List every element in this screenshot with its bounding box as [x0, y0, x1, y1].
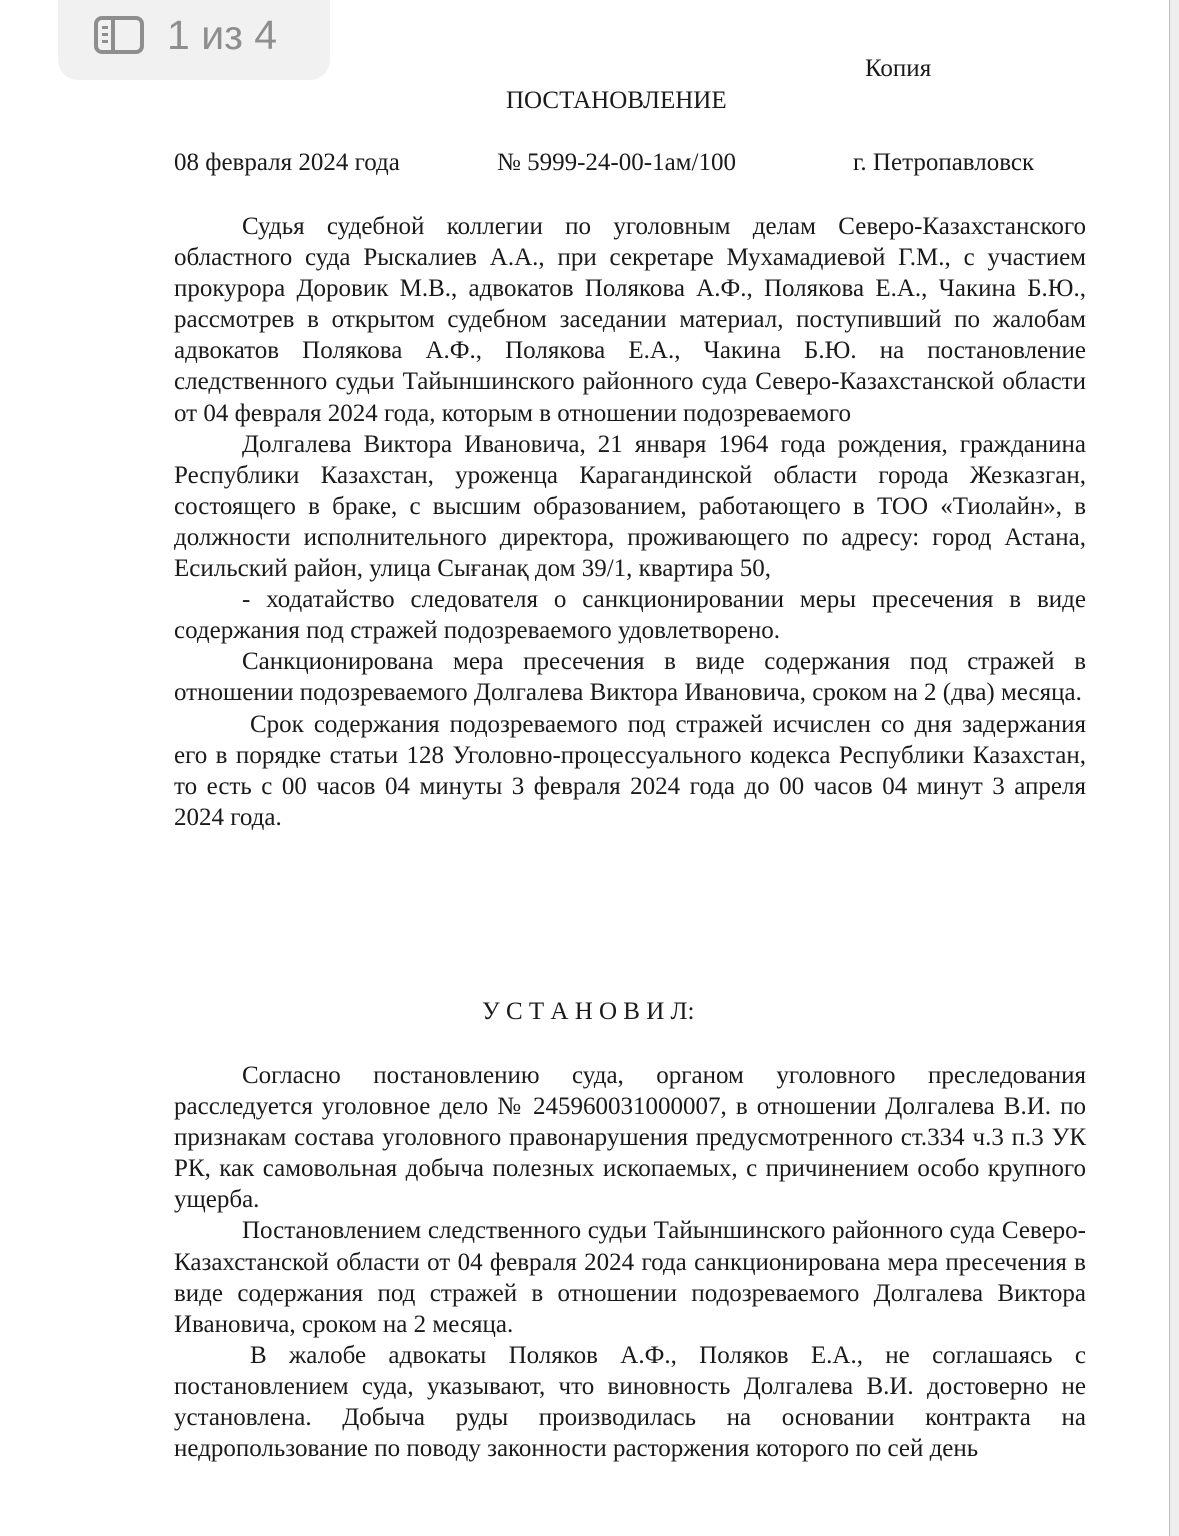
term-paragraph: Срок содержания подозреваемого под стражей исчислен со дня задержания его в порядке статьи 128 Уголовно-процессуального кодекса Республики Казахстан, то есть с 00 часов 04 минуты 3 февраля 2024 года до 00 часов 04 минут 3 апреля 2024 года.	[174, 710, 1086, 831]
sanction-paragraph: Санкционирована мера пресечения в виде содержания под стражей в отношении подозреваемого Долгалева Виктора Ивановича, сроком на 2 (два) месяца.	[174, 648, 1086, 707]
document-number: № 5999-24-00-1ам/100	[497, 149, 736, 176]
document-body-bottom	[174, 1060, 1086, 1464]
suspect-paragraph: Долгалева Виктора Ивановича, 21 января 1964 года рождения, гражданина Республики Казахстан, уроженца Карагандинской области города Жезказган, состоящего в браке, с высшим образованием, работающего в ТОО «Тиолайн», в должности исполнительного директора, проживающего по адресу: город Астана, Есильский район, улица Сығанақ дом 39/1, квартира 50,	[174, 430, 1086, 583]
copy-mark: Копия	[865, 55, 932, 82]
document-city: г. Петропавловск	[853, 149, 1035, 176]
page-edge	[1169, 0, 1179, 1536]
complaint-paragraph: В жалобе адвокаты Поляков А.Ф., Поляков Е.А., не соглашаясь с постановлением суда, указывают, что виновность Долгалева В.И. достоверно не установлена. Добыча руды производилась на основании контракта на недропользование по поводу законности расторжения которого по сей день	[174, 1341, 1086, 1463]
page-indicator[interactable]	[58, 0, 330, 80]
case-paragraph: Согласно постановлению суда, органом уголовного преследования расследуется уголовное дело № 245960031000007, в отношении Долгалева В.И. по признакам состава уголовного правонарушения предусмотренного ст.334 ч.3 п.3 УК РК, как самовольная добыча полезных ископаемых, с причинением особо крупного ущерба.	[174, 1062, 1086, 1214]
sidebar-icon[interactable]	[94, 16, 144, 54]
intro-paragraph: Судья судебной коллегии по уголовным делам Северо-Казахстанского областного суда Рыскалиев А.А., при секретаре Мухамадиевой Г.М., с участием прокурора Доровик М.В., адвокатов Полякова А.Ф., Полякова Е.А., Чакина Б.Ю., рассмотрев в открытом судебном заседании материал, поступивший по жалобам адвокатов Полякова А.Ф., Полякова Е.А., Чакина Б.Ю. на постановление следственного судьи Тайыншинского районного суда Северо-Казахстанской области от 04 февраля 2024 года, которым в отношении подозреваемого	[174, 213, 1086, 427]
document-body-top	[174, 211, 1086, 833]
resolution-paragraph: Постановлением следственного судьи Тайыншинского районного суда Северо-Казахстанской области от 04 февраля 2024 года санкционирована мера пресечения в виде содержания под стражей в отношении подозреваемого Долгалева Виктора Ивановича, сроком на 2 месяца.	[174, 1217, 1086, 1338]
established-heading: У С Т А Н О В И Л:	[482, 998, 695, 1025]
document-date: 08 февраля 2024 года	[174, 149, 400, 176]
document-title: ПОСТАНОВЛЕНИЕ	[506, 87, 727, 114]
petition-paragraph: - ходатайство следователя о санкционировании меры пресечения в виде содержания под стражей подозреваемого удовлетворено.	[174, 586, 1086, 645]
page-counter: 1 из 4	[167, 12, 278, 58]
